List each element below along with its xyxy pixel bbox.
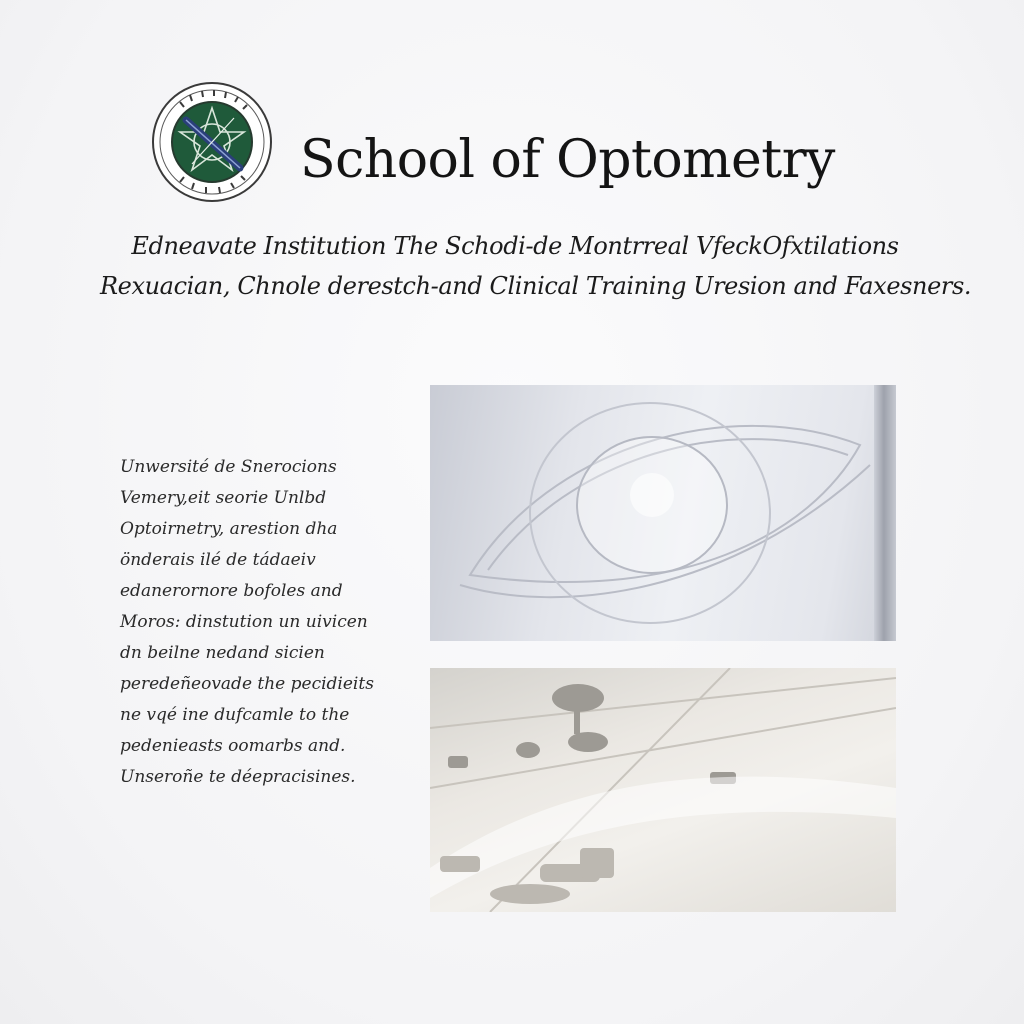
tagline <box>100 226 972 306</box>
photo-frame-rail <box>874 385 896 641</box>
body-line: Moros: dinstution un uivicen <box>120 612 368 632</box>
body-line: edanerornore bofoles and <box>120 581 343 601</box>
body-line: dn beilne nedand sicien <box>120 643 325 663</box>
eye-illustration-photo <box>430 385 896 641</box>
university-seal-icon <box>150 80 274 204</box>
tagline-line: Rexuacian, Chnole derestch-and Clinical Training Uresion and Faxesners. <box>100 272 972 300</box>
body-text <box>120 452 410 793</box>
body-line: peredeñeovade the pecidieits <box>120 674 374 694</box>
body-line: Unwersité de Snerocions <box>120 457 337 477</box>
page-title: School of Optometry <box>300 130 835 190</box>
body-line: önderais ilé de tádaeiv <box>120 550 316 570</box>
tagline-line: Edneavate Institution The Schodi-de Montrreal VfeckOfxtilations <box>131 232 899 260</box>
body-line: Unseroñe te déepracisines. <box>120 767 356 787</box>
body-line: pedenieasts oomarbs and. <box>120 736 346 756</box>
clinic-room-photo <box>430 668 896 912</box>
body-line: ne vqé ine dufcamle to the <box>120 705 350 725</box>
body-line: Optoirnetry, arestion dha <box>120 519 338 539</box>
body-line: Vemery,eit seorie Unlbd <box>120 488 327 508</box>
